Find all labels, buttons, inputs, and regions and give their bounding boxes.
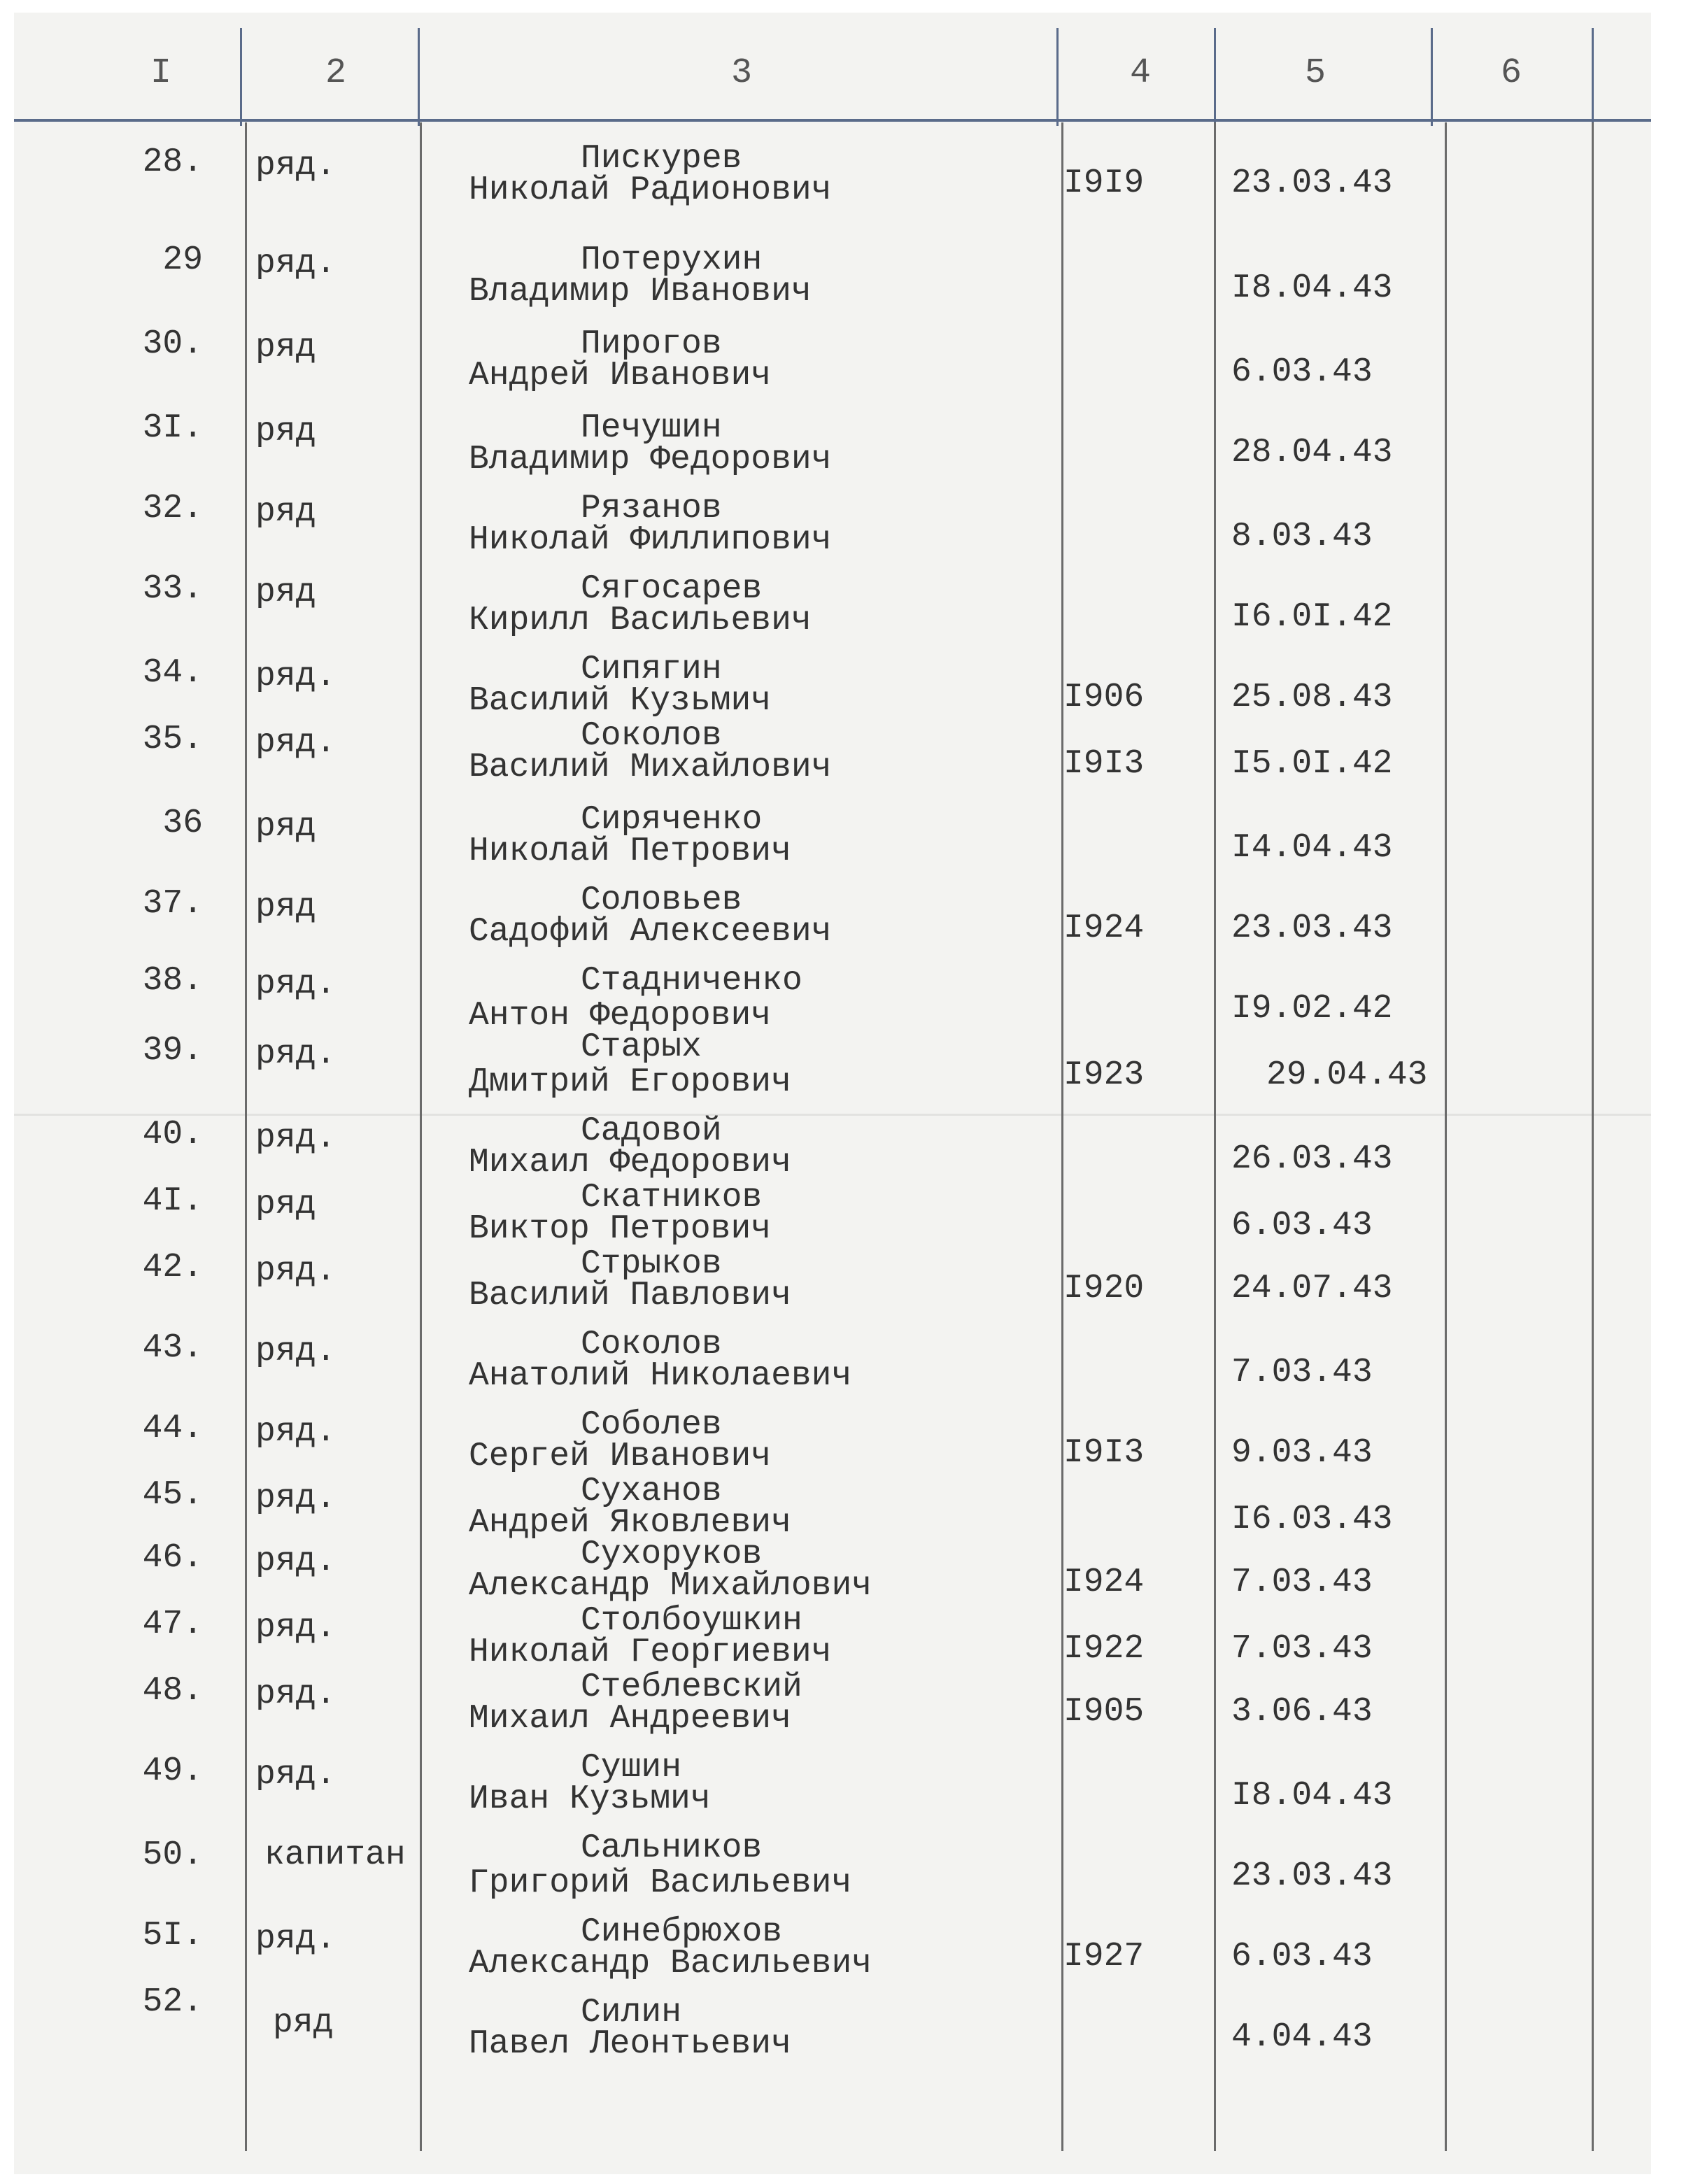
given-name: Анатолий Николаевич <box>469 1357 852 1395</box>
rank: ряд <box>255 329 316 367</box>
header-rule <box>14 119 1651 122</box>
rank: ряд <box>255 413 316 451</box>
rank: ряд <box>255 808 316 846</box>
row-number: 28. <box>142 143 203 181</box>
rank: ряд <box>255 1186 316 1224</box>
given-name: Василий Павлович <box>469 1277 791 1314</box>
rank: ряд. <box>255 1756 337 1794</box>
column-header-5: 5 <box>1304 53 1326 93</box>
column-divider <box>1592 122 1594 2151</box>
date: I6.0I.42 <box>1231 598 1393 636</box>
rank: ряд. <box>255 658 337 695</box>
date: 9.03.43 <box>1231 1434 1373 1472</box>
column-header-3: 3 <box>730 53 752 93</box>
rank: ряд <box>255 493 316 531</box>
date: 26.03.43 <box>1231 1140 1393 1178</box>
surname: Сягосарев <box>581 570 763 608</box>
surname: Потерухин <box>581 241 763 279</box>
row-number: 35. <box>142 721 203 758</box>
given-name: Николай Радионович <box>469 171 832 209</box>
surname: Старых <box>581 1028 702 1066</box>
date: 8.03.43 <box>1231 518 1373 555</box>
surname: Соболев <box>581 1406 722 1444</box>
given-name: Виктор Петрович <box>469 1210 772 1248</box>
given-name: Кирилл Васильевич <box>469 602 812 639</box>
surname: Сиряченко <box>581 801 763 839</box>
header-divider <box>240 28 242 126</box>
rank: ряд <box>273 2004 334 2042</box>
surname: Столбоушкин <box>581 1602 802 1640</box>
birth-year: I9I3 <box>1063 1434 1145 1472</box>
paper-fold-crease <box>14 1114 1651 1116</box>
date: I9.02.42 <box>1231 990 1393 1028</box>
rank: ряд. <box>255 147 337 185</box>
rank: капитан <box>264 1836 406 1874</box>
given-name: Иван Кузьмич <box>469 1780 711 1818</box>
header-divider <box>1431 28 1433 126</box>
row-number: 32. <box>142 490 203 527</box>
given-name: Николай Георгиевич <box>469 1633 832 1671</box>
header-divider <box>418 28 420 126</box>
row-number: 45. <box>142 1476 203 1514</box>
given-name: Дмитрий Егорович <box>469 1063 791 1101</box>
surname: Соколов <box>581 717 722 755</box>
birth-year: I906 <box>1063 679 1145 716</box>
surname: Скатников <box>581 1179 763 1217</box>
column-divider <box>420 122 422 2151</box>
rank: ряд. <box>255 1675 337 1713</box>
date: 7.03.43 <box>1231 1563 1373 1601</box>
surname: Стадниченко <box>581 962 802 1000</box>
birth-year: I922 <box>1063 1630 1145 1668</box>
column-header-1: I <box>150 53 171 93</box>
rank: ряд. <box>255 1035 337 1073</box>
rank: ряд. <box>255 1413 337 1451</box>
column-header-2: 2 <box>325 53 346 93</box>
birth-year: I9I9 <box>1063 164 1145 202</box>
surname: Пирогов <box>581 325 722 363</box>
given-name: Василий Кузьмич <box>469 682 772 720</box>
birth-year: I920 <box>1063 1270 1145 1307</box>
date: 6.03.43 <box>1231 1207 1373 1245</box>
date: 4.04.43 <box>1231 2018 1373 2056</box>
date: 6.03.43 <box>1231 353 1373 391</box>
rank: ряд. <box>255 965 337 1003</box>
given-name: Владимир Иванович <box>469 273 812 311</box>
surname: Стеблевский <box>581 1668 802 1706</box>
date: 7.03.43 <box>1231 1630 1373 1668</box>
birth-year: I924 <box>1063 1563 1145 1601</box>
row-number: 33. <box>142 570 203 608</box>
rank: ряд. <box>255 245 337 283</box>
row-number: 30. <box>142 325 203 363</box>
rank: ряд. <box>255 1920 337 1958</box>
surname: Силин <box>581 1994 682 2031</box>
date: 28.04.43 <box>1231 434 1393 471</box>
row-number: 5I. <box>142 1917 203 1955</box>
surname: Сухоруков <box>581 1536 763 1573</box>
rank: ряд <box>255 574 316 611</box>
row-number: 47. <box>142 1605 203 1643</box>
date: 3.06.43 <box>1231 1693 1373 1731</box>
surname: Суханов <box>581 1473 722 1510</box>
surname: Печушин <box>581 409 722 447</box>
rank: ряд <box>255 888 316 926</box>
column-divider <box>245 122 247 2151</box>
rank: ряд. <box>255 1252 337 1290</box>
date: I4.04.43 <box>1231 829 1393 867</box>
rank: ряд. <box>255 1543 337 1580</box>
date: 6.03.43 <box>1231 1938 1373 1976</box>
column-divider <box>1445 122 1447 2151</box>
given-name: Садофий Алексеевич <box>469 913 832 951</box>
row-number: 38. <box>142 962 203 1000</box>
given-name: Михаил Федорович <box>469 1144 791 1182</box>
header-divider <box>1214 28 1216 126</box>
surname: Рязанов <box>581 490 722 527</box>
row-number: 36 <box>162 804 203 842</box>
birth-year: I923 <box>1063 1056 1145 1094</box>
column-divider <box>1061 122 1063 2151</box>
surname: Сальников <box>581 1829 763 1867</box>
rank: ряд. <box>255 724 337 762</box>
date: 29.04.43 <box>1266 1056 1428 1094</box>
rank: ряд. <box>255 1480 337 1517</box>
column-header-4: 4 <box>1129 53 1151 93</box>
given-name: Николай Филлипович <box>469 521 832 559</box>
row-number: 4I. <box>142 1182 203 1220</box>
given-name: Владимир Федорович <box>469 441 832 478</box>
given-name: Николай Петрович <box>469 832 791 870</box>
column-divider <box>1214 122 1216 2151</box>
column-header-6: 6 <box>1500 53 1522 93</box>
surname: Пискурев <box>581 140 742 178</box>
date: 25.08.43 <box>1231 679 1393 716</box>
birth-year: I927 <box>1063 1938 1145 1976</box>
row-number: 44. <box>142 1410 203 1447</box>
row-number: 43. <box>142 1329 203 1367</box>
row-number: 40. <box>142 1116 203 1154</box>
row-number: 34. <box>142 654 203 692</box>
given-name: Андрей Яковлевич <box>469 1504 791 1542</box>
surname: Садовой <box>581 1112 722 1150</box>
given-name: Александр Михайлович <box>469 1567 872 1605</box>
date: I5.0I.42 <box>1231 745 1393 783</box>
birth-year: I905 <box>1063 1693 1145 1731</box>
row-number: 52. <box>142 1983 203 2021</box>
row-number: 46. <box>142 1539 203 1577</box>
date: 23.03.43 <box>1231 164 1393 202</box>
rank: ряд. <box>255 1119 337 1157</box>
birth-year: I9I3 <box>1063 745 1145 783</box>
surname: Стрыков <box>581 1245 722 1283</box>
row-number: 3I. <box>142 409 203 447</box>
date: 23.03.43 <box>1231 1857 1393 1895</box>
birth-year: I924 <box>1063 909 1145 947</box>
date: 23.03.43 <box>1231 909 1393 947</box>
date: I8.04.43 <box>1231 269 1393 307</box>
date: I6.03.43 <box>1231 1501 1393 1538</box>
given-name: Михаил Андреевич <box>469 1700 791 1738</box>
surname: Синебрюхов <box>581 1913 783 1951</box>
header-divider <box>1056 28 1059 126</box>
date: I8.04.43 <box>1231 1777 1393 1815</box>
given-name: Александр Васильевич <box>469 1945 872 1983</box>
row-number: 29 <box>162 241 203 279</box>
row-number: 39. <box>142 1032 203 1070</box>
given-name: Василий Михайлович <box>469 749 832 786</box>
row-number: 48. <box>142 1672 203 1710</box>
row-number: 37. <box>142 885 203 923</box>
date: 24.07.43 <box>1231 1270 1393 1307</box>
given-name: Антон Федорович <box>469 997 772 1035</box>
given-name: Григорий Васильевич <box>469 1864 852 1902</box>
given-name: Андрей Иванович <box>469 357 772 395</box>
surname: Сушин <box>581 1749 682 1787</box>
surname: Сипягин <box>581 651 722 688</box>
rank: ряд. <box>255 1333 337 1370</box>
date: 7.03.43 <box>1231 1354 1373 1391</box>
given-name: Сергей Иванович <box>469 1438 772 1475</box>
row-number: 42. <box>142 1249 203 1286</box>
row-number: 50. <box>142 1836 203 1874</box>
header-divider <box>1592 28 1594 126</box>
rank: ряд. <box>255 1609 337 1647</box>
given-name: Павел Леонтьевич <box>469 2025 791 2063</box>
row-number: 49. <box>142 1752 203 1790</box>
surname: Соколов <box>581 1326 722 1363</box>
surname: Соловьев <box>581 881 742 919</box>
